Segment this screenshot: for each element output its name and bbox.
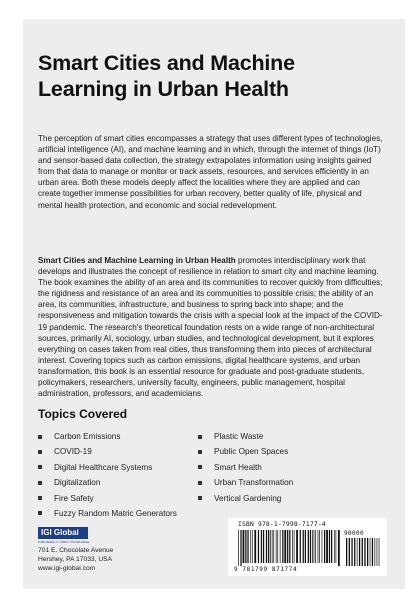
barcode-bar bbox=[319, 530, 320, 563]
barcode-addon-bar bbox=[362, 538, 363, 566]
barcode-addon-bar bbox=[367, 538, 368, 566]
barcode-bar bbox=[276, 530, 277, 563]
barcode-bar bbox=[245, 530, 246, 563]
topic-item: Smart Health bbox=[198, 462, 293, 477]
barcode-bar bbox=[238, 530, 239, 566]
barcode-addon-bar bbox=[379, 538, 380, 566]
topics-list-left bbox=[38, 431, 177, 523]
barcode-bar bbox=[334, 530, 335, 563]
square-bullet-icon bbox=[198, 435, 202, 439]
topic-item: Vertical Gardening bbox=[198, 493, 293, 508]
barcode-bar bbox=[312, 530, 313, 563]
publisher-logo bbox=[38, 527, 98, 542]
isbn-barcode bbox=[228, 518, 387, 576]
barcode-bar bbox=[314, 530, 315, 563]
barcode-addon-bar bbox=[364, 538, 365, 566]
barcode-bar bbox=[289, 530, 290, 563]
barcode-bar bbox=[305, 530, 306, 563]
topic-item: Public Open Spaces bbox=[198, 446, 293, 461]
topic-item: Fire Safety bbox=[38, 493, 177, 508]
barcode-bar bbox=[261, 530, 262, 563]
barcode-addon-bar bbox=[354, 538, 355, 566]
topic-item: Plastic Waste bbox=[198, 431, 293, 446]
barcode-addon-bar bbox=[346, 538, 347, 566]
square-bullet-icon bbox=[198, 465, 202, 469]
square-bullet-icon bbox=[38, 511, 42, 515]
barcode-bar bbox=[326, 530, 328, 563]
barcode-addon-bar bbox=[375, 538, 376, 566]
barcode-bars bbox=[236, 530, 381, 566]
topic-item: Urban Transformation bbox=[198, 477, 293, 492]
barcode-bar bbox=[273, 530, 274, 563]
square-bullet-icon bbox=[198, 481, 202, 485]
barcode-addon-bar bbox=[372, 538, 373, 566]
publisher-website: www.igi-global.com bbox=[38, 564, 96, 572]
barcode-bar bbox=[310, 530, 311, 563]
barcode-bar bbox=[322, 530, 323, 563]
square-bullet-icon bbox=[38, 450, 42, 454]
address-line: 701 E. Chocolate Avenue bbox=[38, 547, 114, 554]
barcode-bar bbox=[240, 530, 241, 566]
barcode-addon-bar bbox=[351, 538, 352, 566]
topics-heading: Topics Covered bbox=[38, 407, 128, 421]
isbn-label: ISBN 978-1-7998-7177-4 bbox=[238, 521, 326, 528]
square-bullet-icon bbox=[198, 496, 202, 500]
barcode-bar bbox=[250, 530, 251, 563]
barcode-addon-bar bbox=[349, 538, 350, 566]
barcode-bar bbox=[280, 530, 281, 563]
topics-list-right bbox=[198, 431, 293, 508]
barcode-bar bbox=[294, 530, 295, 563]
topic-item: Carbon Emissions bbox=[38, 431, 177, 446]
square-bullet-icon bbox=[198, 450, 202, 454]
publisher-logo-mark: IGI Global bbox=[38, 527, 88, 539]
square-bullet-icon bbox=[38, 496, 42, 500]
barcode-addon-bar bbox=[359, 538, 360, 566]
square-bullet-icon bbox=[38, 435, 42, 439]
address-line: Hershey, PA 17033, USA bbox=[38, 555, 113, 563]
book-summary-paragraph bbox=[38, 255, 384, 399]
barcode-bar bbox=[324, 530, 325, 563]
publisher-address bbox=[38, 547, 113, 573]
barcode-addon-bar bbox=[357, 538, 358, 566]
barcode-bar bbox=[300, 530, 301, 563]
barcode-bar bbox=[252, 530, 253, 563]
topic-item: Digitalization bbox=[38, 477, 177, 492]
barcode-bar bbox=[272, 530, 273, 563]
barcode-bar bbox=[254, 530, 256, 563]
barcode-bar bbox=[284, 530, 286, 563]
barcode-bar bbox=[303, 530, 304, 563]
description-paragraph: The perception of smart cities encompasses a strategy that uses different types of technologies, artificial intelligence (AI), and machine learning and in which, through the internet of things (IoT) and sensor-based data collection, the strategy extrapolates information using insights gained from that data to manage or monitor or track assets, resources, and services efficiently in an urban area. Both these models deeply affect the localities where they are applied and can create together immense possibilities for urban recovery, better quality of life, physical and mental health protection, and economic and social redevelopment. bbox=[38, 134, 383, 210]
barcode-bar bbox=[338, 530, 340, 566]
barcode-bar bbox=[266, 530, 267, 563]
summary-book-title: Smart Cities and Machine Learning in Urban Health bbox=[38, 256, 236, 265]
barcode-bar bbox=[315, 530, 316, 563]
barcode-bar bbox=[331, 530, 332, 563]
barcode-bar bbox=[282, 530, 283, 563]
summary-text: promotes interdisciplinary work that develops and illustrates the concept of resilience in relation to smart city and machine learning. The book examines the ability of an area and its communities to recover quickly from difficulties; the rigidness and resistance of an area and its communities to possible crisis; the ability of an area, its communities, infrastructure, and business to spring back into shape; and the responsiveness and mitigation towards the crisis with a special look at the impact of the COVID-19 pandemic. The research's theoretical foundation rests on a wide range of non-architectural sources, primarily AI, sociology, urban studies, and technological development, but it explores everything on cases taken from real cities, thus transforming them into pieces of architectural interest. Covering topics such as carbon emissions, digital healthcare systems, and urban transformation, this book is an essential resource for graduate and post-graduate students, policymakers, researchers, university faculty, engineers, public management, hospital administration, professors, and academicians. bbox=[38, 256, 383, 399]
square-bullet-icon bbox=[38, 481, 42, 485]
book-title: Smart Cities and Machine Learning in Urban Health bbox=[38, 51, 295, 101]
barcode-bar bbox=[336, 530, 337, 563]
barcode-bar bbox=[247, 530, 248, 563]
barcode-bar bbox=[296, 530, 298, 563]
barcode-digits: 9 781799 871774 bbox=[234, 566, 298, 573]
square-bullet-icon bbox=[38, 465, 42, 469]
barcode-bar bbox=[292, 530, 293, 563]
barcode-bar bbox=[263, 530, 264, 563]
topic-item: Digital Healthcare Systems bbox=[38, 462, 177, 477]
topic-item: Fuzzy Random Matric Generators bbox=[38, 508, 177, 523]
barcode-bar bbox=[318, 530, 319, 563]
barcode-bar bbox=[243, 530, 245, 563]
barcode-bar bbox=[270, 530, 271, 563]
barcode-bar bbox=[268, 530, 269, 563]
barcode-bar bbox=[277, 530, 278, 563]
barcode-bar bbox=[258, 530, 259, 563]
barcode-addon-bar bbox=[377, 538, 378, 566]
barcode-bar bbox=[287, 530, 288, 563]
barcode-bar bbox=[329, 530, 330, 563]
barcode-addon-bar bbox=[370, 538, 371, 566]
topic-item: COVID-19 bbox=[38, 446, 177, 461]
barcode-addon-digits: 90000 bbox=[344, 530, 365, 537]
barcode-bar bbox=[308, 530, 309, 563]
publisher-logo-tagline: PUBLISHER of TIMELY KNOWLEDGE bbox=[38, 540, 90, 544]
